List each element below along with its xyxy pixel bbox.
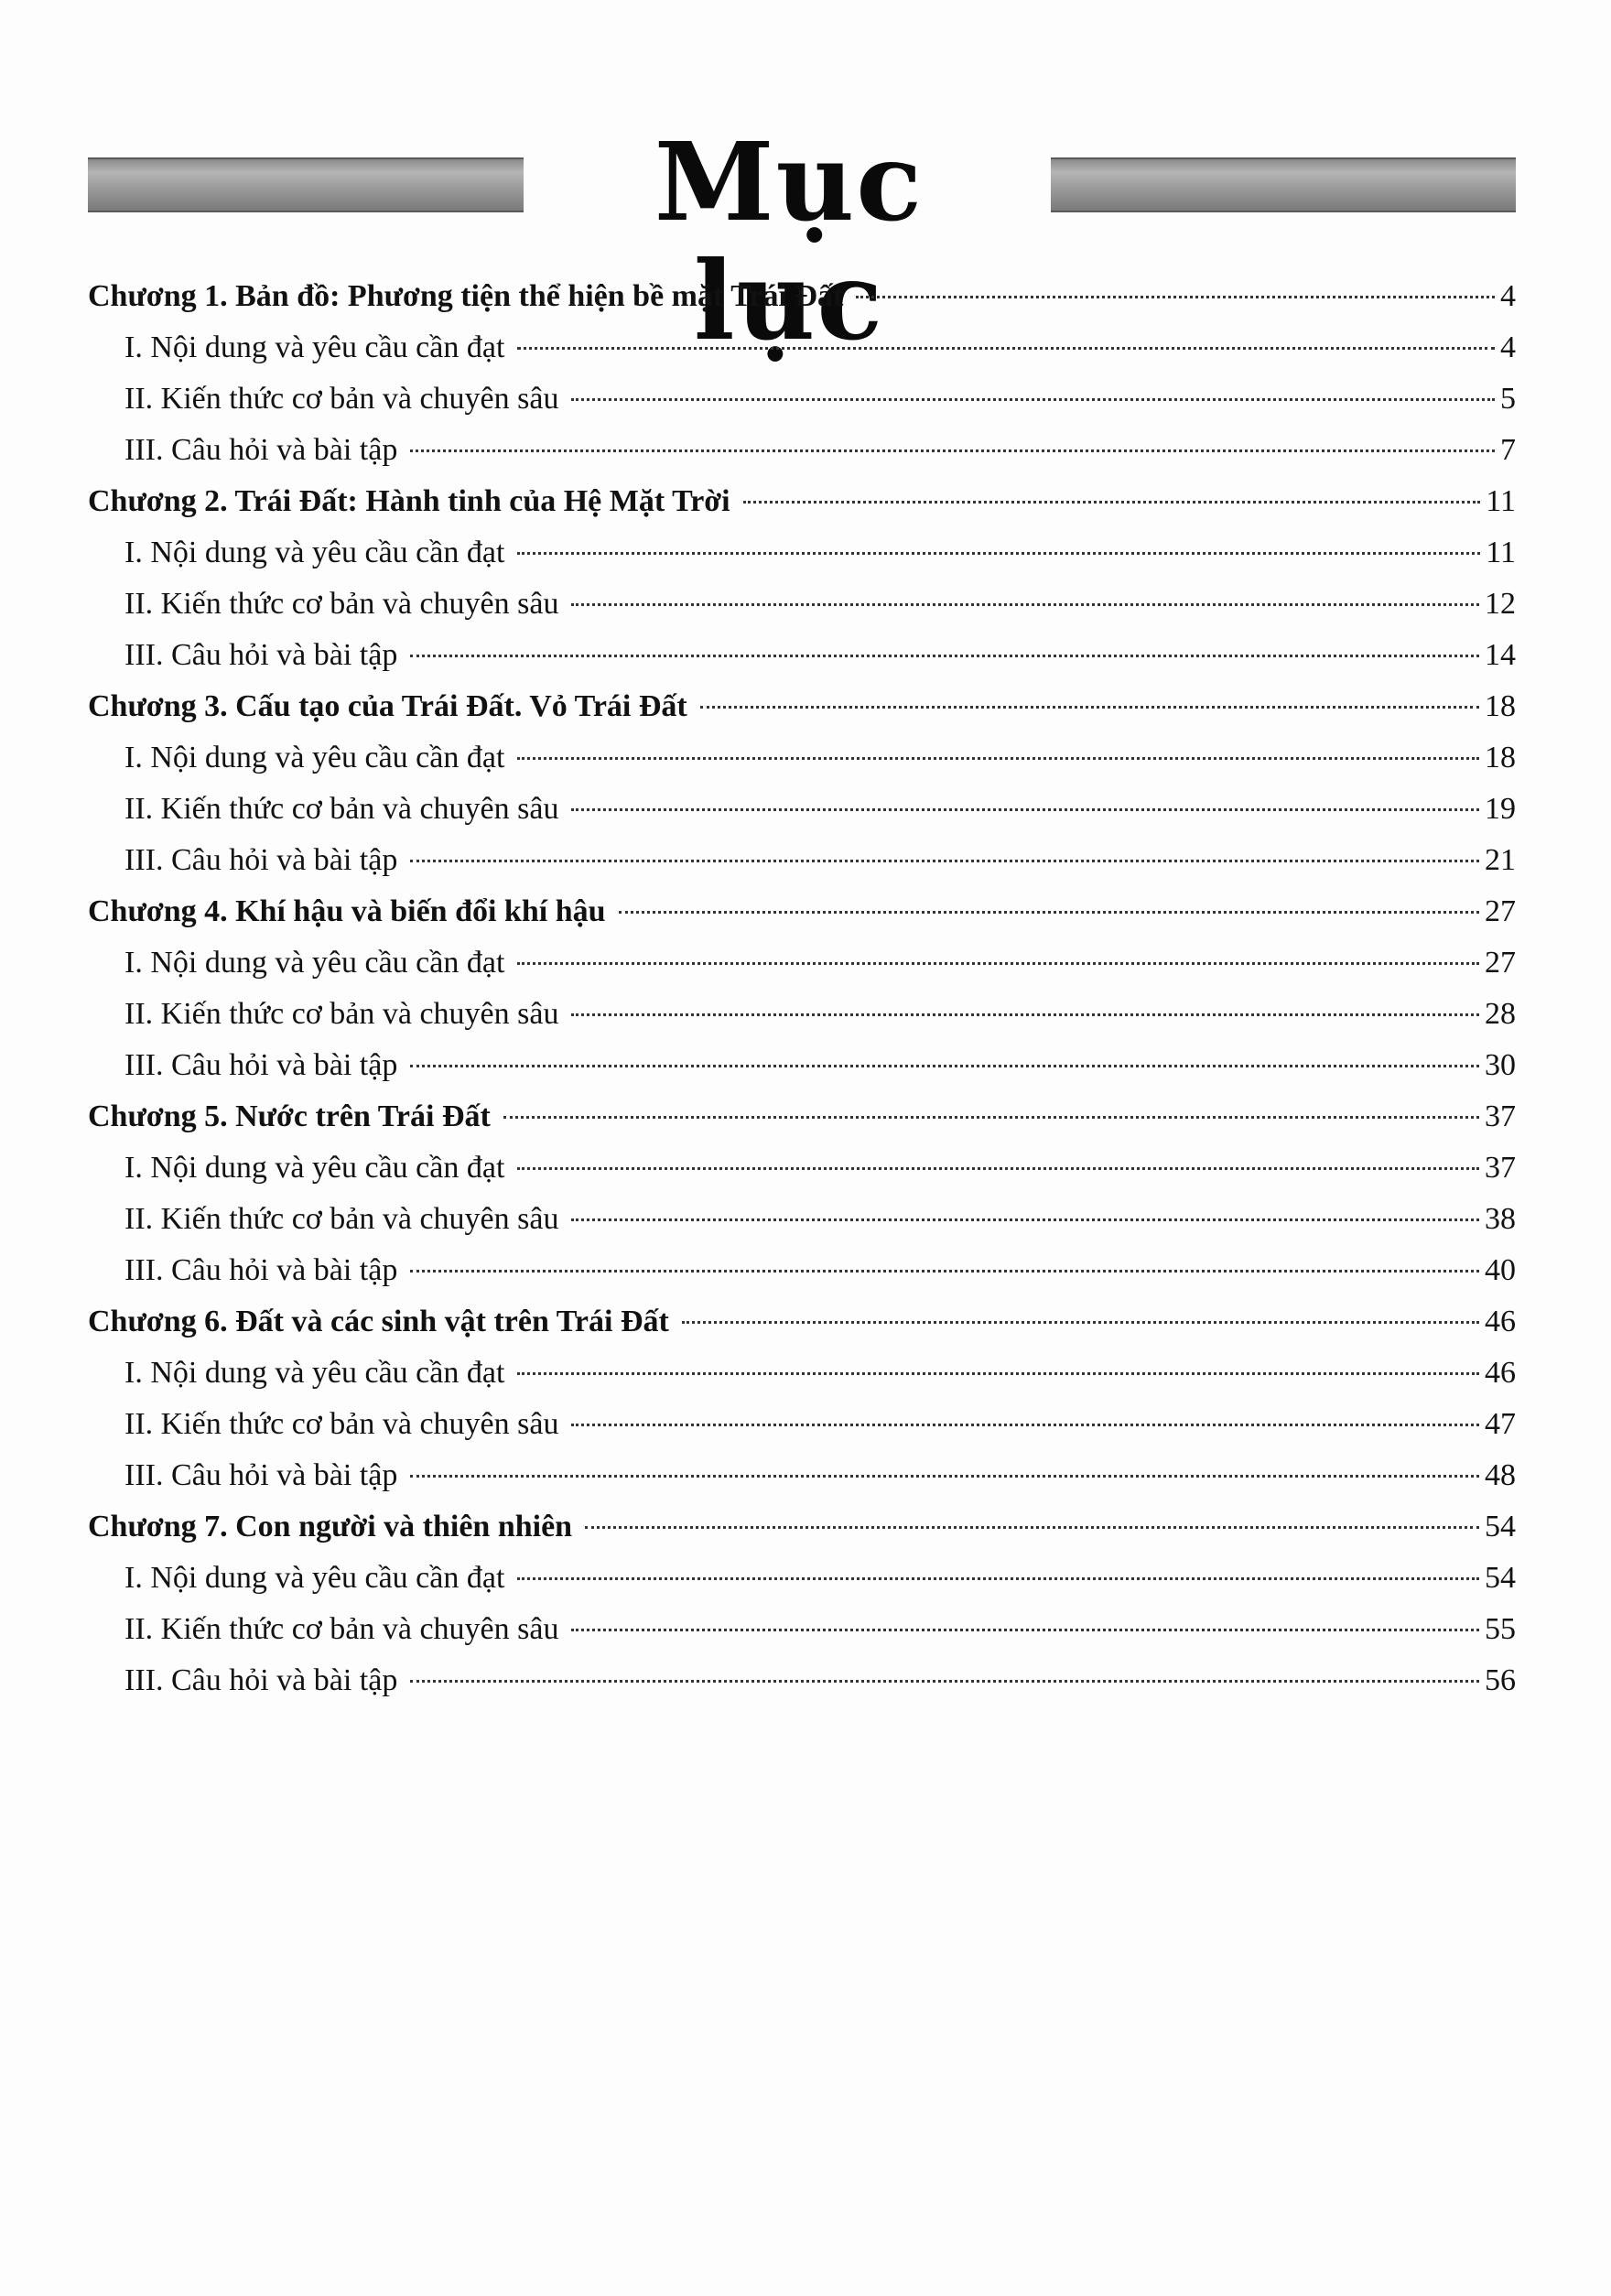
toc-section-entry[interactable] [88, 989, 1516, 1040]
dot-leader [619, 911, 1479, 914]
toc-chapter-entry-label: Chương 3. Cấu tạo của Trái Đất. Vỏ Trái Đất [88, 689, 687, 723]
toc-chapter [88, 1501, 1516, 1706]
decorative-bar-left [88, 157, 524, 212]
toc-section-entry[interactable] [88, 1245, 1516, 1296]
toc-chapter-entry-label: Chương 7. Con người và thiên nhiên [88, 1510, 573, 1543]
dot-leader [743, 501, 1481, 504]
toc-section-entry-label: I. Nội dung và yêu cầu cần đạt [124, 1356, 505, 1390]
toc-section-entry-label: I. Nội dung và yêu cầu cần đạt [124, 1151, 505, 1185]
dot-leader [571, 1424, 1479, 1426]
toc-section-entry-page-number: 38 [1485, 1202, 1516, 1236]
page-title: Mục lục [654, 118, 924, 364]
toc-chapter-entry-label: Chương 1. Bản đồ: Phương tiện thể hiện bề mặt Trái Đất [88, 279, 844, 313]
toc-chapter [88, 886, 1516, 1091]
toc-section-entry-label: II. Kiến thức cơ bản và chuyên sâu [124, 792, 559, 826]
toc-chapter-entry-page-number: 11 [1486, 484, 1516, 518]
table-of-contents [88, 271, 1516, 1706]
toc-chapter [88, 476, 1516, 681]
toc-chapter-entry[interactable] [88, 271, 1516, 322]
dot-leader [410, 1475, 1479, 1478]
dot-leader [517, 1577, 1479, 1580]
toc-section-entry-label: III. Câu hỏi và bài tập [124, 1458, 398, 1492]
toc-section-entry-page-number: 54 [1485, 1561, 1516, 1595]
toc-chapter [88, 1091, 1516, 1296]
toc-section-entry-page-number: 12 [1485, 587, 1516, 621]
toc-section-entry-label: II. Kiến thức cơ bản và chuyên sâu [124, 1202, 559, 1236]
toc-chapter-entry-page-number: 46 [1485, 1305, 1516, 1338]
toc-section-entry[interactable] [88, 1553, 1516, 1604]
toc-chapter-entry-page-number: 54 [1485, 1510, 1516, 1543]
dot-leader [682, 1321, 1479, 1324]
toc-section-entry-page-number: 56 [1485, 1663, 1516, 1697]
dot-leader [571, 398, 1495, 401]
toc-section-entry[interactable] [88, 1348, 1516, 1399]
toc-section-entry[interactable] [88, 1450, 1516, 1501]
dot-leader [571, 1629, 1479, 1631]
toc-section-entry[interactable] [88, 579, 1516, 630]
dot-leader [410, 1065, 1479, 1067]
toc-section-entry-page-number: 7 [1500, 433, 1516, 467]
toc-section-entry[interactable] [88, 1655, 1516, 1706]
dot-leader [571, 603, 1479, 606]
toc-section-entry-page-number: 47 [1485, 1407, 1516, 1441]
dot-leader [517, 552, 1480, 555]
dot-leader [410, 1680, 1479, 1683]
dot-leader [585, 1526, 1479, 1529]
dot-leader [410, 860, 1479, 862]
toc-chapter [88, 271, 1516, 476]
toc-chapter-entry-label: Chương 4. Khí hậu và biến đổi khí hậu [88, 894, 606, 928]
toc-section-entry-page-number: 30 [1485, 1048, 1516, 1082]
toc-section-entry[interactable] [88, 1604, 1516, 1655]
toc-section-entry-page-number: 21 [1485, 843, 1516, 877]
toc-section-entry-label: I. Nội dung và yêu cầu cần đạt [124, 741, 505, 774]
toc-section-entry[interactable] [88, 374, 1516, 425]
toc-chapter-entry[interactable] [88, 476, 1516, 527]
toc-chapter-entry-label: Chương 2. Trái Đất: Hành tinh của Hệ Mặt Trời [88, 484, 730, 518]
toc-section-entry[interactable] [88, 527, 1516, 579]
dot-leader [700, 706, 1479, 709]
toc-section-entry[interactable] [88, 1143, 1516, 1194]
toc-chapter-entry-page-number: 37 [1485, 1099, 1516, 1133]
toc-section-entry-label: III. Câu hỏi và bài tập [124, 433, 398, 467]
toc-section-entry-label: III. Câu hỏi và bài tập [124, 1253, 398, 1287]
dot-leader [571, 1013, 1479, 1016]
dot-leader [503, 1116, 1479, 1119]
toc-section-entry-page-number: 37 [1485, 1151, 1516, 1185]
toc-section-entry[interactable] [88, 835, 1516, 886]
toc-chapter-entry[interactable] [88, 681, 1516, 732]
dot-leader [517, 1167, 1479, 1170]
toc-chapter-entry-label: Chương 5. Nước trên Trái Đất [88, 1099, 491, 1133]
dot-leader [517, 347, 1495, 350]
toc-section-entry-page-number: 28 [1485, 997, 1516, 1031]
toc-section-entry-label: I. Nội dung và yêu cầu cần đạt [124, 1561, 505, 1595]
toc-chapter-entry-page-number: 4 [1500, 279, 1516, 313]
dot-leader [571, 1218, 1479, 1221]
toc-section-entry[interactable] [88, 732, 1516, 784]
toc-section-entry-label: III. Câu hỏi và bài tập [124, 843, 398, 877]
toc-chapter-entry-label: Chương 6. Đất và các sinh vật trên Trái Đất [88, 1305, 669, 1338]
dot-leader [856, 296, 1495, 298]
toc-section-entry-label: I. Nội dung và yêu cầu cần đạt [124, 330, 505, 364]
toc-section-entry-page-number: 18 [1485, 741, 1516, 774]
toc-section-entry-label: III. Câu hỏi và bài tập [124, 1048, 398, 1082]
toc-section-entry[interactable] [88, 784, 1516, 835]
toc-chapter-entry[interactable] [88, 1501, 1516, 1553]
toc-chapter-entry-page-number: 27 [1485, 894, 1516, 928]
toc-section-entry-label: III. Câu hỏi và bài tập [124, 1663, 398, 1697]
toc-chapter-entry[interactable] [88, 886, 1516, 937]
toc-section-entry[interactable] [88, 1040, 1516, 1091]
toc-section-entry-label: I. Nội dung và yêu cầu cần đạt [124, 946, 505, 980]
toc-chapter-entry[interactable] [88, 1091, 1516, 1143]
toc-section-entry-label: II. Kiến thức cơ bản và chuyên sâu [124, 382, 559, 416]
toc-chapter-entry-page-number: 18 [1485, 689, 1516, 723]
toc-section-entry[interactable] [88, 322, 1516, 374]
toc-chapter [88, 1296, 1516, 1501]
toc-section-entry[interactable] [88, 1399, 1516, 1450]
dot-leader [517, 757, 1479, 760]
toc-section-entry-label: II. Kiến thức cơ bản và chuyên sâu [124, 997, 559, 1031]
decorative-bar-right [1051, 157, 1516, 212]
toc-section-entry-page-number: 46 [1485, 1356, 1516, 1390]
toc-section-entry-page-number: 48 [1485, 1458, 1516, 1492]
toc-section-entry-page-number: 4 [1500, 330, 1516, 364]
dot-leader [517, 962, 1479, 965]
toc-section-entry-label: I. Nội dung và yêu cầu cần đạt [124, 536, 505, 569]
dot-leader [571, 808, 1479, 811]
dot-leader [410, 1270, 1479, 1273]
toc-section-entry-page-number: 27 [1485, 946, 1516, 980]
dot-leader [410, 449, 1495, 452]
toc-section-entry-label: III. Câu hỏi và bài tập [124, 638, 398, 672]
toc-section-entry-page-number: 19 [1485, 792, 1516, 826]
toc-section-entry-label: II. Kiến thức cơ bản và chuyên sâu [124, 1612, 559, 1646]
toc-section-entry-page-number: 11 [1486, 536, 1516, 569]
toc-section-entry-label: II. Kiến thức cơ bản và chuyên sâu [124, 1407, 559, 1441]
toc-section-entry-label: II. Kiến thức cơ bản và chuyên sâu [124, 587, 559, 621]
toc-section-entry[interactable] [88, 937, 1516, 989]
toc-section-entry[interactable] [88, 425, 1516, 476]
toc-section-entry[interactable] [88, 630, 1516, 681]
toc-chapter-entry[interactable] [88, 1296, 1516, 1348]
toc-section-entry-page-number: 40 [1485, 1253, 1516, 1287]
toc-chapter [88, 681, 1516, 886]
dot-leader [410, 655, 1479, 657]
toc-section-entry-page-number: 5 [1500, 382, 1516, 416]
toc-section-entry-page-number: 14 [1485, 638, 1516, 672]
toc-section-entry-page-number: 55 [1485, 1612, 1516, 1646]
toc-section-entry[interactable] [88, 1194, 1516, 1245]
dot-leader [517, 1372, 1479, 1375]
